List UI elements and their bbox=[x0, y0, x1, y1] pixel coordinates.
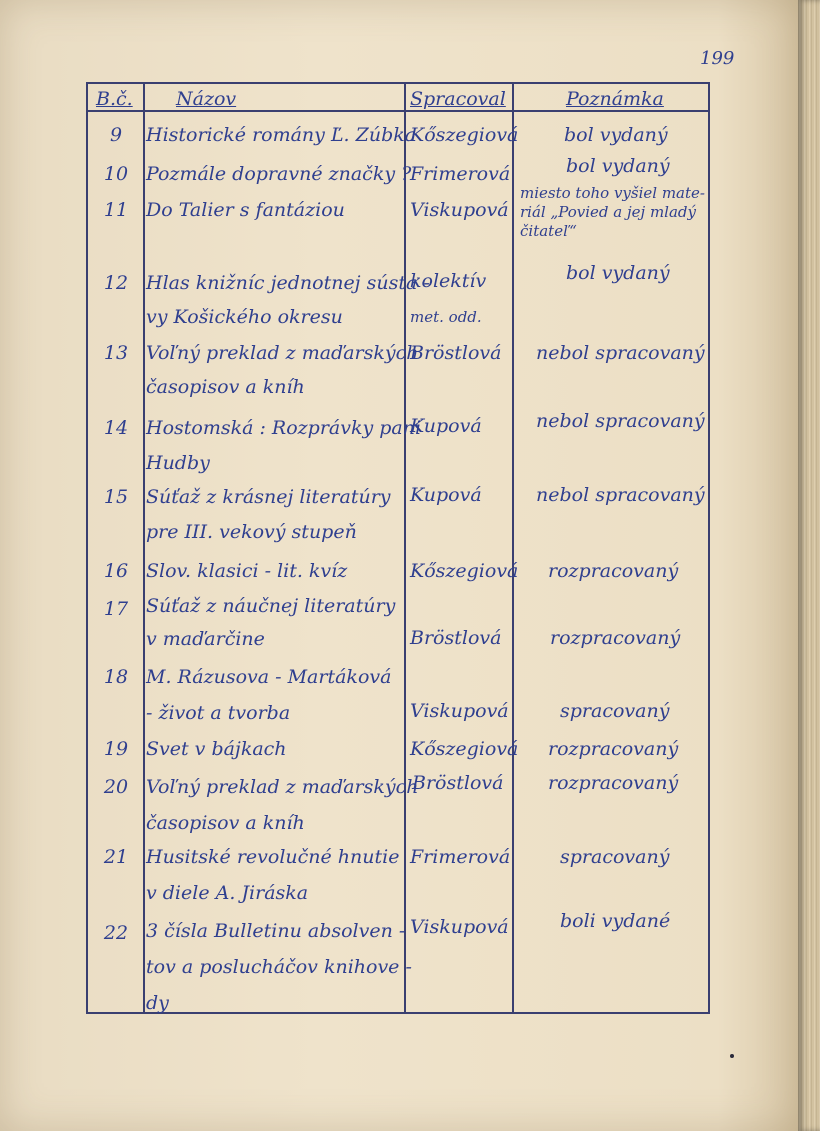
row-note: riál „Povied a jej mladý bbox=[520, 203, 696, 221]
row-title-line: tov a poslucháčov knihove - bbox=[146, 956, 412, 978]
row-title-line: Slov. klasici - lit. kvíz bbox=[146, 560, 348, 582]
row-title-line: dy bbox=[146, 992, 169, 1014]
row-title-line: Hudby bbox=[146, 452, 210, 474]
row-processed-by: Kőszegiová bbox=[410, 560, 519, 582]
row-number: 20 bbox=[103, 776, 129, 798]
row-note: rozpracovaný bbox=[548, 772, 679, 794]
row-title-line: pre III. vekový stupeň bbox=[146, 521, 357, 543]
row-processed-by: Kőszegiová bbox=[410, 738, 519, 760]
row-processed-by: kolektív bbox=[410, 270, 487, 292]
row-note: bol vydaný bbox=[564, 124, 668, 146]
row-number: 11 bbox=[103, 199, 129, 221]
row-note: boli vydané bbox=[560, 910, 671, 932]
column-rule-num bbox=[143, 82, 145, 1014]
row-title-line: Hlas knižníc jednotnej sústa - bbox=[146, 272, 430, 294]
row-title-line: Do Talier s fantáziou bbox=[146, 199, 345, 221]
header-number: B.č. bbox=[96, 88, 133, 110]
row-title-line: Hostomská : Rozprávky pani bbox=[146, 417, 422, 439]
row-processed-by: Frimerová bbox=[410, 846, 511, 868]
row-note: miesto toho vyšiel mate- bbox=[520, 184, 705, 202]
row-note: nebol spracovaný bbox=[536, 410, 705, 432]
column-rule-left bbox=[86, 82, 88, 1014]
row-note: bol vydaný bbox=[566, 155, 670, 177]
row-note: bol vydaný bbox=[566, 262, 670, 284]
row-processed-by: Bröstlová bbox=[410, 627, 502, 649]
row-note: čitateľ“ bbox=[520, 222, 577, 240]
table-top-rule bbox=[86, 82, 710, 84]
table-bottom-rule bbox=[86, 1012, 710, 1014]
row-processed-by: Frimerová bbox=[410, 163, 511, 185]
page-number: 199 bbox=[700, 48, 735, 69]
row-note: nebol spracovaný bbox=[536, 484, 705, 506]
row-note: nebol spracovaný bbox=[536, 342, 705, 364]
book-page-edges bbox=[798, 0, 820, 1131]
row-processed-by: Bröstlová bbox=[410, 342, 502, 364]
row-title-line: Historické romány Ľ. Zúbka bbox=[146, 124, 417, 146]
column-rule-by bbox=[512, 82, 514, 1014]
row-title-line: Pozmále dopravné značky ? bbox=[146, 163, 412, 185]
row-processed-by: Bröstlová bbox=[412, 772, 504, 794]
row-number: 12 bbox=[103, 272, 129, 294]
row-number: 16 bbox=[103, 560, 129, 582]
row-processed-by: Kupová bbox=[410, 484, 482, 506]
row-title-line: v maďarčine bbox=[146, 628, 265, 650]
row-title-line: Svet v bájkach bbox=[146, 738, 287, 760]
row-number: 22 bbox=[103, 922, 129, 944]
header-processed-by: Spracoval bbox=[410, 88, 506, 110]
row-processed-by: Viskupová bbox=[410, 700, 509, 722]
header-title: Názov bbox=[176, 88, 237, 110]
row-note: rozpracovaný bbox=[550, 627, 681, 649]
row-note: rozpracovaný bbox=[548, 738, 679, 760]
row-title-line: časopisov a kníh bbox=[146, 812, 305, 834]
row-number: 18 bbox=[103, 666, 129, 688]
row-note: spracovaný bbox=[560, 846, 670, 868]
row-title-line: - život a tvorba bbox=[146, 702, 291, 724]
row-processed-by: Kupová bbox=[410, 415, 482, 437]
row-title-line: vy Košického okresu bbox=[146, 306, 343, 328]
row-title-line: Voľný preklad z maďarských bbox=[146, 342, 419, 364]
row-title-line: Súťaž z krásnej literatúry bbox=[146, 486, 391, 508]
header-rule bbox=[86, 110, 710, 112]
row-number: 17 bbox=[103, 598, 129, 620]
row-number: 13 bbox=[103, 342, 129, 364]
row-number: 9 bbox=[109, 124, 123, 146]
row-processed-by: Viskupová bbox=[410, 199, 509, 221]
column-rule-right bbox=[708, 82, 710, 1014]
row-processed-by: Viskupová bbox=[410, 916, 509, 938]
row-number: 14 bbox=[103, 417, 129, 439]
row-title-line: v diele A. Jiráska bbox=[146, 882, 309, 904]
row-number: 19 bbox=[103, 738, 129, 760]
row-title-line: M. Rázusova - Martáková bbox=[146, 666, 392, 688]
row-title-line: 3 čísla Bulletinu absolven - bbox=[146, 920, 406, 942]
row-title-line: Voľný preklad z maďarských bbox=[146, 776, 419, 798]
row-note: rozpracovaný bbox=[548, 560, 679, 582]
row-number: 15 bbox=[103, 486, 129, 508]
row-number: 21 bbox=[103, 846, 129, 868]
row-title-line: časopisov a kníh bbox=[146, 376, 305, 398]
row-processed-by: Kőszegiová bbox=[410, 124, 519, 146]
row-title-line: Súťaž z náučnej literatúry bbox=[146, 595, 396, 617]
header-note: Poznámka bbox=[566, 88, 664, 110]
row-title-line: Husitské revolučné hnutie bbox=[146, 846, 400, 868]
row-number: 10 bbox=[103, 163, 129, 185]
row-note: spracovaný bbox=[560, 700, 670, 722]
column-rule-title bbox=[404, 82, 406, 1014]
row-processed-by: met. odd. bbox=[410, 308, 482, 326]
ink-dot bbox=[730, 1054, 734, 1058]
